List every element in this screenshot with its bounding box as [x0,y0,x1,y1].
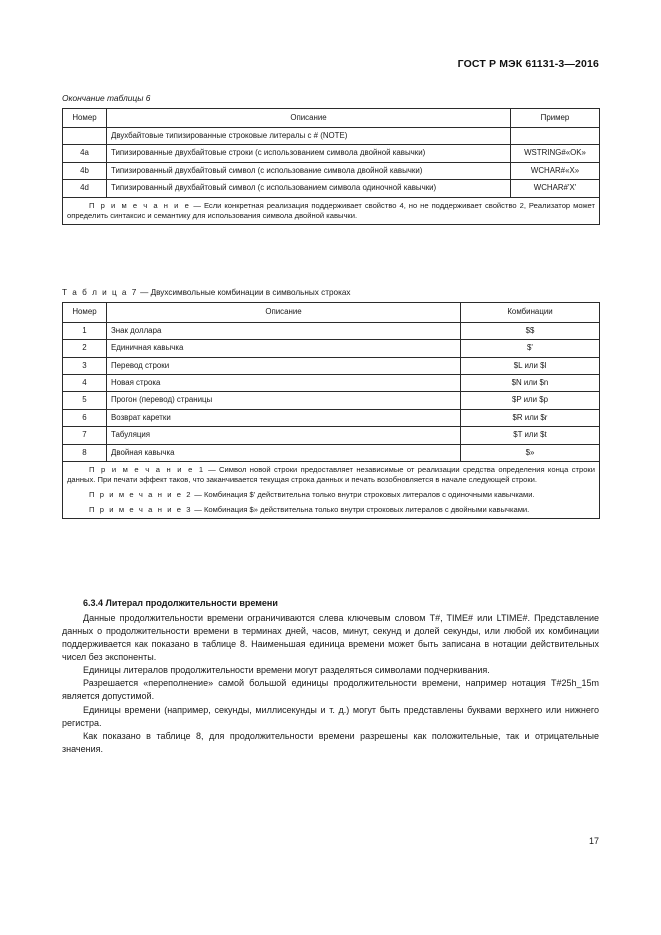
table-row [63,374,600,391]
table-6-header-row [63,108,600,127]
table-6-th-number: Номер [63,108,107,127]
cell-description: Типизированные двухбайтовые строки (с использованием символа двойной кавычки) [107,145,511,162]
table-7-th-description: Описание [107,303,461,322]
cell-example [511,127,600,144]
section-paragraph: Как показано в таблице 8, для продолжительности времени разрешены как положительные, так и отрицательные значения. [62,730,599,754]
note-paragraph [67,505,595,515]
table-7 [62,302,600,519]
table-7-caption-label: Т а б л и ц а 7 [62,288,138,297]
cell-example: WSTRING#«OK» [511,145,600,162]
cell-description: Типизированный двухбайтовый символ (с использованием символа одиночной кавычки) [107,180,511,197]
table-7-caption [62,288,599,298]
table-row [63,392,600,409]
table-7-note-row [63,462,600,519]
note-text: — Символ новой строки предоставляет независимые от реализации средства определения конца строки данных. При печати эффект таков, что заканчивается текущая строка данных и печать возобновляется в начале следующей строки. [67,465,595,485]
note-label: П р и м е ч а н и е 1 [89,465,205,475]
section-paragraph: Разрешается «переполнение» самой большой единицы продолжительности времени, например нотация T#25h_15m является допустимой. [62,678,599,702]
cell-number: 6 [63,409,107,426]
table-row [63,409,600,426]
table-row [63,357,600,374]
cell-combination: $T или $t [461,427,600,444]
cell-combination: $L или $l [461,357,600,374]
table-7-th-number: Номер [63,303,107,322]
table-row [63,180,600,197]
cell-combination: $P или $p [461,392,600,409]
cell-description: Прогон (перевод) страницы [107,392,461,409]
table-row [63,127,600,144]
table-6-note-row [63,197,600,224]
cell-number: 4b [63,162,107,179]
table-row [63,322,600,339]
table-7-header-row [63,303,600,322]
cell-example: WCHAR#«X» [511,162,600,179]
cell-number: 3 [63,357,107,374]
note-paragraph [67,465,595,485]
note-text: — Если конкретная реализация поддерживает свойство 4, но не поддерживает свойство 2, Реализатор может определить синтаксис и семантику для использования символа двойной кавычки. [67,200,595,220]
cell-combination: $» [461,444,600,461]
running-head: ГОСТ Р МЭК 61131-3—2016 [457,58,599,70]
table-6 [62,108,600,225]
cell-example: WCHAR#'X' [511,180,600,197]
section-heading: 6.3.4 Литерал продолжительности времени [83,598,278,608]
section-paragraph: Единицы времени (например, секунды, миллисекунды и т. д.) могут быть представлены буквами верхнего или нижнего регистра. [62,704,599,728]
note-paragraph [67,490,595,500]
table-row [63,427,600,444]
table-6-block [62,93,599,225]
cell-number: 1 [63,322,107,339]
table-6-note [63,197,600,224]
cell-description: Типизированный двухбайтовый символ (с использование символа двойной кавычки) [107,162,511,179]
cell-description: Табуляция [107,427,461,444]
cell-description: Перевод строки [107,357,461,374]
cell-description: Единичная кавычка [107,340,461,357]
table-7-caption-text: — Двухсимвольные комбинации в символьных строках [137,288,351,297]
note-paragraph [67,201,595,221]
page-number: 17 [588,836,599,846]
cell-combination: $R или $r [461,409,600,426]
section-6-3-4 [62,598,599,756]
cell-combination: $' [461,340,600,357]
cell-description: Двойная кавычка [107,444,461,461]
cell-description: Знак доллара [107,322,461,339]
cell-combination: $$ [461,322,600,339]
cell-number [63,127,107,144]
cell-number: 8 [63,444,107,461]
cell-description: Новая строка [107,374,461,391]
cell-number: 7 [63,427,107,444]
table-7-block [62,288,599,519]
cell-description: Возврат каретки [107,409,461,426]
table-row [63,145,600,162]
table-row [63,444,600,461]
table-6-caption: Окончание таблицы 6 [62,93,151,103]
table-6-body [63,127,600,224]
cell-number: 4a [63,145,107,162]
note-text: — Комбинация $' действительна только внутри строковых литералов с одиночными кавычками. [192,490,535,500]
cell-description: Двухбайтовые типизированные строковые литералы с # (NOTE) [107,127,511,144]
table-row [63,340,600,357]
note-label: П р и м е ч а н и е 2 [89,490,193,500]
table-6-th-example: Пример [511,108,600,127]
cell-number: 5 [63,392,107,409]
cell-number: 2 [63,340,107,357]
cell-combination: $N или $n [461,374,600,391]
table-7-th-combination: Комбинации [461,303,600,322]
cell-number: 4 [63,374,107,391]
note-text: — Комбинация $» действительна только внутри строковых литералов с двойными кавычками. [192,505,530,515]
section-paragraph: Данные продолжительности времени ограничиваются слева ключевым словом T#, TIME# или LTIME#. Представление данных о продолжительности времени в терминах дней, часов, минут, секунд и долей секунды, или любой их комбинации поддерживается как показано в таблице 8. Наименьшая единица времени может быть записана в нотации действительных чисел без экспоненты. [62,612,599,663]
section-paragraph: Единицы литералов продолжительности времени могут разделяться символами подчеркивания. [83,665,490,676]
table-7-notes [63,462,600,519]
table-6-th-description: Описание [107,108,511,127]
note-label: П р и м е ч а н и е 3 [89,505,193,515]
table-row [63,162,600,179]
table-7-body [63,322,600,518]
cell-number: 4d [63,180,107,197]
note-label: П р и м е ч а н и е [89,200,191,210]
